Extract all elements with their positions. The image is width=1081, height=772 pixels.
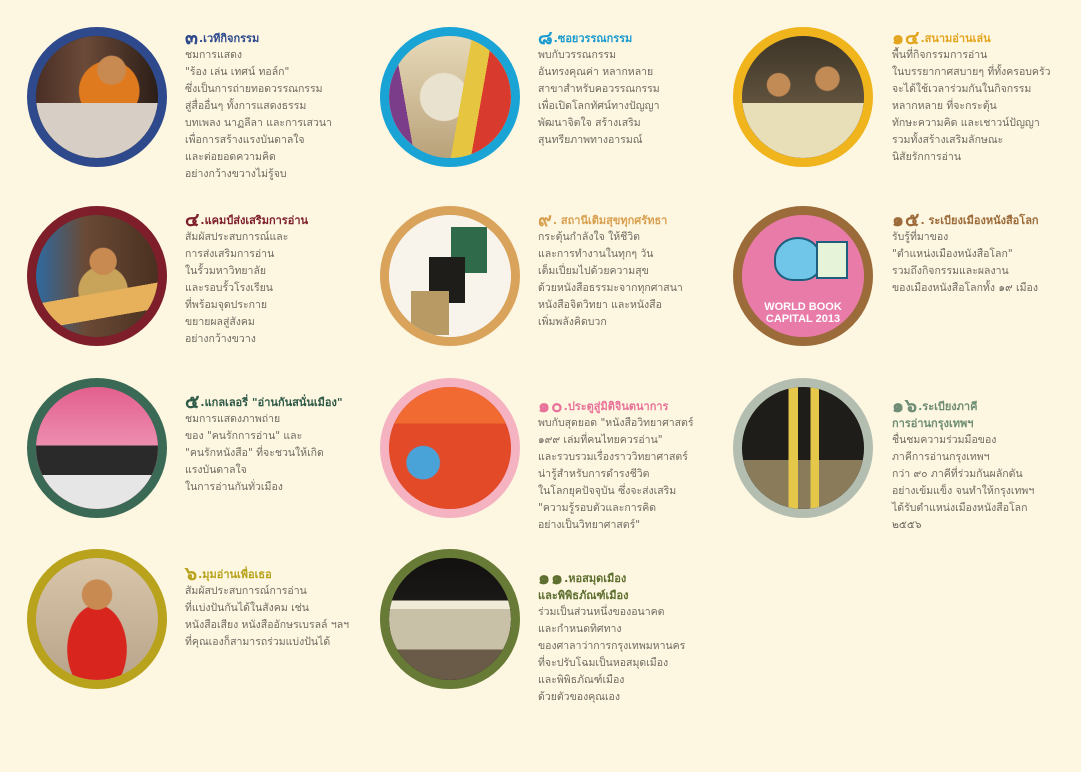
item-9-line: เพิ่มพลังคิดบวก [538, 316, 607, 328]
item-3-line: อย่างกว้างขวางไม่รู้จบ [185, 168, 287, 180]
item-11-image [380, 549, 520, 689]
item-9-line: ด้วยหนังสือธรรมะจากทุกศาสนา [538, 282, 683, 294]
item-3-line: เพื่อการสร้างแรงบันดาลใจ [185, 134, 305, 146]
item-6-line: ที่คุณเองก็สามารถร่วมแบ่งปันได้ [185, 636, 331, 648]
item-10-line: และรวบรวมเรื่องราววิทยาศาสตร์ [538, 451, 688, 463]
item-8-image [380, 27, 520, 167]
item-14-image [733, 27, 873, 167]
item-9-line: กระตุ้นกำลังใจ ให้ชีวิต [538, 231, 640, 243]
item-4-title: ๔.แคมป์ส่งเสริมการอ่าน [185, 209, 309, 231]
item-11-title: ๑๑.หอสมุดเมือง [538, 567, 627, 589]
item-3-title: ๓.เวทีกิจกรรม [185, 27, 260, 49]
item-10-image [380, 378, 520, 518]
item-6-line: ที่แบ่งปันกันได้ในสังคม เช่น [185, 602, 309, 614]
item-4-line: ขยายผลสู่สังคม [185, 316, 255, 328]
item-8-line: อันทรงคุณค่า หลากหลาย [538, 66, 654, 78]
item-9-title: ๙. สถานีเติมสุขทุกศรัทธา [538, 209, 668, 231]
item-16-image [733, 378, 873, 518]
item-16-title: ๑๖.ระเบียงภาคี [892, 395, 978, 417]
item-4-line: สัมผัสประสบการณ์และ [185, 231, 289, 243]
item-3-image [27, 27, 167, 167]
item-14-line: พื้นที่กิจกรรมการอ่าน [892, 49, 988, 61]
item-6-line: หนังสือเสียง หนังสืออักษรเบรลล์ ฯลฯ [185, 619, 350, 631]
item-5-image [27, 378, 167, 518]
item-5-line: "คนรักหนังสือ" ที่จะชวนให้เกิด [185, 447, 324, 459]
item-5-line: ในการอ่านกันทั่วเมือง [185, 481, 283, 493]
item-14-line: ในบรรยากาศสบายๆ ที่ทั้งครอบครัว [892, 66, 1051, 78]
item-10-line: "ความรู้รอบตัวและการคิด [538, 502, 657, 514]
item-16-line: ได้รับตำแหน่งเมืองหนังสือโลก [892, 502, 1028, 514]
item-9-image [380, 206, 520, 346]
item-16-subtitle: การอ่านกรุงเทพฯ [892, 417, 974, 430]
item-4-line: ที่พร้อมจุดประกาย [185, 299, 268, 311]
item-8-line: พัฒนาจิตใจ สร้างเสริม [538, 117, 641, 129]
item-14-line: รวมทั้งสร้างเสริมลักษณะ [892, 134, 1004, 146]
item-16-line: ชื่นชมความร่วมมือของ [892, 434, 997, 446]
item-14-line: หลากหลาย ที่จะกระตุ้น [892, 100, 997, 112]
book-icon [816, 241, 848, 279]
item-3-line: ซึ่งเป็นการถ่ายทอดวรรณกรรม [185, 83, 323, 95]
item-6-title: ๖.มุมอ่านเพื่อเธอ [185, 563, 272, 585]
item-15-line: รับรู้ที่มาของ [892, 231, 949, 243]
item-14-title: ๑๔.สนามอ่านเล่น [892, 27, 991, 49]
item-11-line: และกำหนดทิศทาง [538, 623, 622, 635]
item-11-line: ของศาลาว่าการกรุงเทพมหานคร [538, 640, 686, 652]
item-8-line: สาขาสำหรับคอวรรณกรรม [538, 83, 660, 95]
item-10-line: อย่างเป็นวิทยาศาสตร์" [538, 519, 641, 531]
item-3-line: บทเพลง นาฏลีลา และการเสวนา [185, 117, 332, 129]
item-16-line: อย่างเข้มแข็ง จนทำให้กรุงเทพฯ [892, 485, 1035, 497]
item-9-line: หนังสือจิตวิทยา และหนังสือ [538, 299, 662, 311]
item-8-line: พบกับวรรณกรรม [538, 49, 617, 61]
item-4-line: การส่งเสริมการอ่าน [185, 248, 275, 260]
item-5-line: แรงบันดาลใจ [185, 464, 247, 476]
item-10-line: น่ารู้สำหรับการดำรงชีวิต [538, 468, 650, 480]
item-10-title: ๑๐.ประตูสู่มิติจินตนาการ [538, 395, 669, 417]
item-14-line: จะได้ใช้เวลาร่วมกันในกิจกรรม [892, 83, 1032, 95]
item-3-line: ชมการแสดง [185, 49, 243, 61]
item-3-line: "ร้อง เล่น เทศน์ ทอล์ก" [185, 66, 290, 78]
item-11-subtitle: และพิพิธภัณฑ์เมือง [538, 589, 629, 602]
item-4-image [27, 206, 167, 346]
item-11-line: ร่วมเป็นส่วนหนึ่งของอนาคต [538, 606, 665, 618]
item-10-line: ๑๙๙ เล่มที่คนไทยควรอ่าน" [538, 434, 663, 446]
item-8-title: ๘.ซอยวรรณกรรม [538, 27, 633, 49]
item-16-line: ภาคีการอ่านกรุงเทพฯ [892, 451, 990, 463]
item-5-line: ชมการแสดงภาพถ่าย [185, 413, 281, 425]
item-14-line: ทักษะความคิด และเชาวน์ปัญญา [892, 117, 1040, 129]
item-10-line: ในโลกยุคปัจจุบัน ซึ่งจะส่งเสริม [538, 485, 677, 497]
item-5-title: ๕.แกลเลอรี่ "อ่านกันสนั่นเมือง" [185, 391, 343, 413]
item-3-line: สู่สื่ออื่นๆ ทั้งการแสดงธรรม [185, 100, 307, 112]
item-9-line: เต็มเปี่ยมไปด้วยความสุข [538, 265, 649, 277]
item-3-line: และต่อยอดความคิด [185, 151, 276, 163]
item-16-line: ๒๕๕๖ [892, 519, 922, 531]
item-14-line: นิสัยรักการอ่าน [892, 151, 962, 163]
item-11-line: ที่จะปรับโฉมเป็นหอสมุดเมือง [538, 657, 669, 669]
item-5-line: ของ "คนรักการอ่าน" และ [185, 430, 303, 442]
item-11-line: ด้วยตัวของคุณเอง [538, 691, 620, 703]
item-6-line: สัมผัสประสบการณ์การอ่าน [185, 585, 307, 597]
item-6-image [27, 549, 167, 689]
item-4-line: ในรั้วมหาวิทยาลัย [185, 265, 267, 277]
item-11-line: และพิพิธภัณฑ์เมือง [538, 674, 625, 686]
item-4-line: และรอบรั้วโรงเรียน [185, 282, 273, 294]
world-book-capital-logo: WORLD BOOK CAPITAL 2013 [764, 301, 842, 325]
item-16-line: กว่า ๙๐ ภาคีที่ร่วมกันผลักดัน [892, 468, 1023, 480]
item-10-line: พบกับสุดยอด "หนังสือวิทยาศาสตร์ [538, 417, 694, 429]
item-15-line: "ตำแหน่งเมืองหนังสือโลก" [892, 248, 1013, 260]
item-9-line: และการทำงานในทุกๆ วัน [538, 248, 654, 260]
item-15-image [733, 206, 873, 346]
item-15-line: ของเมืองหนังสือโลกทั้ง ๑๙ เมือง [892, 282, 1038, 294]
item-8-line: สุนทรียภาพทางอารมณ์ [538, 134, 643, 146]
item-8-line: เพื่อเปิดโลกทัศน์ทางปัญญา [538, 100, 660, 112]
item-15-title: ๑๕. ระเบียงเมืองหนังสือโลก [892, 209, 1039, 231]
item-4-line: อย่างกว้างขวาง [185, 333, 256, 345]
elephant-icon [774, 237, 822, 281]
item-15-line: รวมถึงกิจกรรมและผลงาน [892, 265, 1009, 277]
